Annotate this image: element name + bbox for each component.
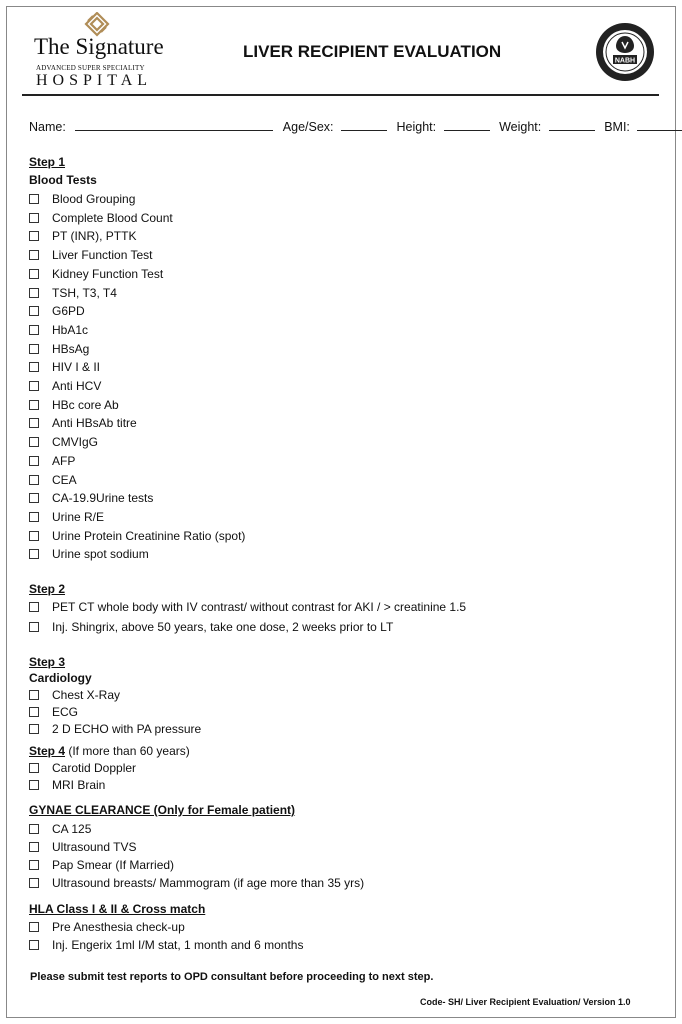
- checklist-item-label: Pap Smear (If Married): [52, 858, 175, 872]
- checklist-item-label: Urine Protein Creatinine Ratio (spot): [52, 528, 246, 543]
- checkbox[interactable]: [29, 381, 39, 391]
- checkbox[interactable]: [29, 325, 39, 335]
- checklist-item-label: Chest X-Ray: [52, 688, 121, 702]
- checklist-item: [29, 398, 119, 412]
- step2-heading: Step 2: [29, 582, 66, 596]
- checklist-item: [29, 379, 101, 393]
- checklist-item: [29, 722, 201, 736]
- checklist-item-label: CA-19.9Urine tests: [52, 491, 154, 506]
- checklist-item-label: HBsAg: [52, 341, 90, 356]
- step3-subheading: Cardiology: [29, 671, 92, 685]
- checklist-item: [29, 920, 185, 934]
- checklist-item: [29, 822, 91, 836]
- header-rule: [22, 94, 659, 96]
- checklist-item-label: Inj. Shingrix, above 50 years, take one dose, 2 weeks prior to LT: [52, 620, 394, 634]
- checklist-item: [29, 229, 136, 243]
- seal-label: NABH: [614, 57, 636, 65]
- checklist-item-label: Pre Anesthesia check-up: [52, 920, 185, 934]
- checklist-item-label: Ultrasound breasts/ Mammogram (if age more than 35 yrs): [52, 876, 365, 890]
- checklist-item: [29, 688, 120, 702]
- step3-heading: Step 3: [29, 655, 66, 669]
- checklist-item: [29, 360, 100, 374]
- checklist-item-label: HbA1c: [52, 322, 89, 337]
- checkbox[interactable]: [29, 288, 39, 298]
- checkbox[interactable]: [29, 602, 39, 612]
- height-label: Height:: [396, 120, 437, 134]
- checkbox[interactable]: [29, 418, 39, 428]
- checklist-item-label: G6PD: [52, 304, 85, 319]
- checklist-item-label: Blood Grouping: [52, 192, 136, 206]
- checkbox[interactable]: [29, 780, 39, 790]
- checkbox[interactable]: [29, 250, 39, 260]
- checklist-item: [29, 491, 153, 505]
- checklist-item: [29, 858, 174, 872]
- checkbox[interactable]: [29, 707, 39, 717]
- checklist-item: [29, 323, 88, 337]
- checklist-item-label: Urine spot sodium: [52, 547, 149, 562]
- checklist-item: [29, 876, 364, 890]
- age-sex-label: Age/Sex:: [282, 120, 334, 134]
- height-field[interactable]: [444, 120, 490, 131]
- checkbox[interactable]: [29, 860, 39, 870]
- checklist-item: [29, 547, 149, 561]
- patient-fields: [29, 120, 682, 134]
- footer-note: Please submit test reports to OPD consultant before proceeding to next step.: [30, 971, 434, 983]
- checklist-item: [29, 473, 77, 487]
- checklist-item-label: Liver Function Test: [52, 248, 153, 263]
- checklist-item-label: ECG: [52, 705, 79, 719]
- checklist-item-label: PT (INR), PTTK: [52, 229, 137, 244]
- checklist-item: [29, 416, 137, 430]
- checklist-item: [29, 529, 245, 543]
- checklist-item-label: Inj. Engerix 1ml I/M stat, 1 month and 6 months: [52, 938, 304, 952]
- checkbox[interactable]: [29, 213, 39, 223]
- checkbox[interactable]: [29, 493, 39, 503]
- logo-title: The Signature: [34, 34, 164, 59]
- name-field[interactable]: [75, 120, 273, 131]
- checkbox[interactable]: [29, 344, 39, 354]
- gynae-heading: GYNAE CLEARANCE (Only for Female patient): [29, 803, 296, 817]
- checkbox[interactable]: [29, 549, 39, 559]
- checklist-item: [29, 778, 105, 792]
- checkbox[interactable]: [29, 231, 39, 241]
- checklist-item-label: Anti HCV: [52, 379, 102, 393]
- checkbox[interactable]: [29, 512, 39, 522]
- checklist-item: [29, 761, 136, 775]
- step1-subheading: Blood Tests: [29, 173, 97, 187]
- document-title: LIVER RECIPIENT EVALUATION: [243, 42, 502, 61]
- bmi-label: BMI:: [604, 120, 630, 134]
- checklist-item-label: Carotid Doppler: [52, 761, 137, 775]
- checklist-item: [29, 192, 135, 206]
- checklist-item: [29, 840, 137, 854]
- checkbox[interactable]: [29, 437, 39, 447]
- checkbox[interactable]: [29, 878, 39, 888]
- checklist-item-label: TSH, T3, T4: [52, 285, 117, 300]
- checkbox[interactable]: [29, 824, 39, 834]
- step4-heading-row: [29, 744, 190, 758]
- document-code: Code- SH/ Liver Recipient Evaluation/ Version 1.0: [420, 997, 631, 1007]
- checklist-item-label: PET CT whole body with IV contrast/ without contrast for AKI / > creatinine 1.5: [52, 600, 467, 614]
- checklist-item-label: MRI Brain: [52, 778, 106, 792]
- checklist-item-label: Anti HBsAb titre: [52, 416, 137, 431]
- nabh-seal-icon: [595, 22, 655, 82]
- checkbox[interactable]: [29, 724, 39, 734]
- checklist-item: [29, 267, 163, 281]
- checklist-item-label: Complete Blood Count: [52, 210, 173, 225]
- checklist-item-label: Kidney Function Test: [52, 266, 164, 281]
- checklist-item: [29, 304, 85, 318]
- checklist-item: [29, 286, 117, 300]
- checklist-item-label: AFP: [52, 453, 76, 468]
- checkbox[interactable]: [29, 269, 39, 279]
- step4-condition: (If more than 60 years): [65, 744, 190, 758]
- checkbox[interactable]: [29, 456, 39, 466]
- logo-subtitle: ADVANCED SUPER SPECIALITY: [36, 64, 145, 72]
- checklist-item: [29, 620, 393, 634]
- weight-label: Weight:: [499, 120, 542, 134]
- logo-hospital: HOSPITAL: [36, 72, 153, 89]
- hla-heading: HLA Class I & II & Cross match: [29, 902, 206, 916]
- checkbox[interactable]: [29, 622, 39, 632]
- checkbox[interactable]: [29, 922, 39, 932]
- checklist-item: [29, 705, 78, 719]
- checklist-item-label: 2 D ECHO with PA pressure: [52, 722, 202, 736]
- checklist-item-label: CA 125: [52, 822, 92, 836]
- checkbox[interactable]: [29, 362, 39, 372]
- checkbox[interactable]: [29, 842, 39, 852]
- checklist-item-label: Ultrasound TVS: [52, 840, 137, 854]
- checklist-item: [29, 600, 466, 614]
- checklist-item: [29, 248, 153, 262]
- name-label: Name:: [29, 120, 66, 134]
- checkbox[interactable]: [29, 763, 39, 773]
- step4-heading: Step 4: [29, 744, 66, 758]
- checklist-item: [29, 342, 89, 356]
- checkbox[interactable]: [29, 400, 39, 410]
- checklist-item: [29, 510, 104, 524]
- checkbox[interactable]: [29, 690, 39, 700]
- checkbox[interactable]: [29, 475, 39, 485]
- step1-heading: Step 1: [29, 155, 66, 169]
- checklist-item-label: CEA: [52, 472, 77, 487]
- weight-field[interactable]: [549, 120, 595, 131]
- checkbox[interactable]: [29, 940, 39, 950]
- checklist-item: [29, 454, 75, 468]
- checklist-item: [29, 938, 303, 952]
- checkbox[interactable]: [29, 306, 39, 316]
- age-sex-field[interactable]: [341, 120, 387, 131]
- checkbox[interactable]: [29, 194, 39, 204]
- checklist-item-label: HIV I & II: [52, 360, 101, 375]
- checklist-item-label: HBc core Ab: [52, 397, 119, 412]
- checklist-item: [29, 435, 98, 449]
- checklist-item: [29, 211, 173, 225]
- checkbox[interactable]: [29, 531, 39, 541]
- checklist-item-label: Urine R/E: [52, 509, 105, 524]
- checklist-item-label: CMVIgG: [52, 435, 99, 450]
- bmi-field[interactable]: [637, 120, 682, 131]
